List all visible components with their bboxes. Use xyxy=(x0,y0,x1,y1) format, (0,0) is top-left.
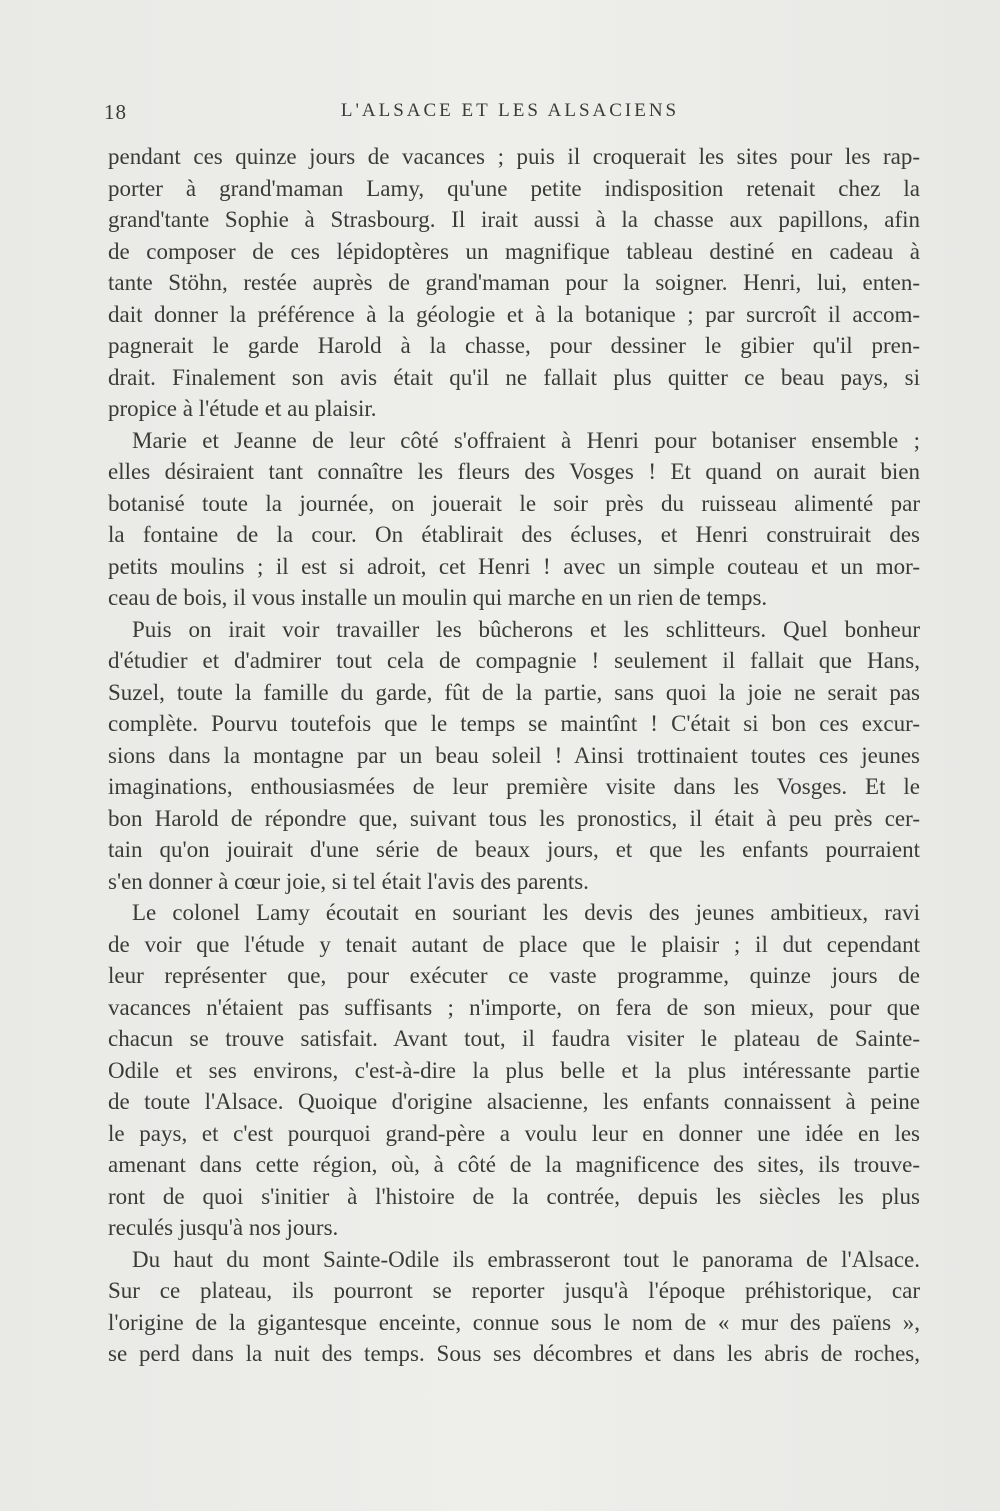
text-line: ceau de bois, il vous installe un moulin qui marche en un rien de temps. xyxy=(108,585,768,610)
text-line: bon Harold de répondre que, suivant tous les pronostics, il était à peu près cer- xyxy=(108,805,920,831)
running-head xyxy=(100,100,920,130)
text-line: le pays, et c'est pourquoi grand-père a voulu leur en donner une idée en les xyxy=(108,1120,920,1146)
text-line: petits moulins ; il est si adroit, cet Henri ! avec un simple couteau et un mor- xyxy=(108,553,920,579)
text-line: Puis on irait voir travailler les bûcherons et les schlitteurs. Quel bonheur xyxy=(132,616,920,642)
text-line: tante Stöhn, restée auprès de grand'maman pour la soigner. Henri, lui, enten- xyxy=(108,270,920,295)
text-line: Le colonel Lamy écoutait en souriant les devis des jeunes ambitieux, ravi xyxy=(132,900,920,925)
text-line: elles désiraient tant connaître les fleurs des Vosges ! Et quand on aurait bien xyxy=(108,459,920,484)
text-line: Sur ce plateau, ils pourront se reporter jusqu'à l'époque préhistorique, car xyxy=(108,1278,920,1303)
text-line: pendant ces quinze jours de vacances ; puis il croquerait les sites pour les rap- xyxy=(108,144,920,169)
text-line: leur représenter que, pour exécuter ce vaste programme, quinze jours de xyxy=(108,963,920,988)
text-line: pagnerait le garde Harold à la chasse, pour dessiner le gibier qu'il pren- xyxy=(108,333,920,358)
text-line: sions dans la montagne par un beau soleil ! Ainsi trottinaient toutes ces jeunes xyxy=(108,742,920,768)
text-line: propice à l'étude et au plaisir. xyxy=(108,396,377,421)
text-line: complète. Pourvu toutefois que le temps se maintînt ! C'était si bon ces excur- xyxy=(108,711,920,736)
text-line: de voir que l'étude y tenait autant de place que le plaisir ; il dut cependant xyxy=(108,931,920,957)
text-line: amenant dans cette région, où, à côté de la magnificence des sites, ils trouve- xyxy=(108,1152,920,1177)
text-line: porter à grand'maman Lamy, qu'une petite indisposition retenait chez la xyxy=(108,175,920,201)
text-line: la fontaine de la cour. On établirait des écluses, et Henri construirait des xyxy=(108,522,920,547)
text-line: Du haut du mont Sainte-Odile ils embrasseront tout le panorama de l'Alsace. xyxy=(132,1246,920,1272)
text-line: chacun se trouve satisfait. Avant tout, il faudra visiter le plateau de Sainte- xyxy=(108,1026,920,1051)
text-line: de toute l'Alsace. Quoique d'origine alsacienne, les enfants connaissent à peine xyxy=(108,1089,920,1114)
text-line: Suzel, toute la famille du garde, fût de la partie, sans quoi la joie ne serait pas xyxy=(108,679,920,705)
text-line: Odile et ses environs, c'est-à-dire la plus belle et la plus intéressante partie xyxy=(108,1057,920,1083)
text-line: l'origine de la gigantesque enceinte, connue sous le nom de « mur des païens », xyxy=(108,1309,920,1335)
text-line: se perd dans la nuit des temps. Sous ses décombres et dans les abris de roches, xyxy=(108,1341,920,1366)
body-text xyxy=(108,141,920,1370)
running-title: L'ALSACE ET LES ALSACIENS xyxy=(340,100,680,121)
text-line: de composer de ces lépidoptères un magnifique tableau destiné en cadeau à xyxy=(108,238,920,264)
text-line: botanisé toute la journée, on jouerait le soir près du ruisseau alimenté par xyxy=(108,490,920,516)
page-number: 18 xyxy=(104,100,127,124)
text-line: dait donner la préférence à la géologie et à la botanique ; par surcroît il accom- xyxy=(108,301,920,327)
text-line: drait. Finalement son avis était qu'il ne fallait plus quitter ce beau pays, si xyxy=(108,364,920,390)
text-line: reculés jusqu'à nos jours. xyxy=(108,1215,339,1240)
text-line: ront de quoi s'initier à l'histoire de la contrée, depuis les siècles les plus xyxy=(108,1183,920,1209)
text-line: imaginations, enthousiasmées de leur première visite dans les Vosges. Et le xyxy=(108,774,920,799)
text-line: d'étudier et d'admirer tout cela de compagnie ! seulement il fallait que Hans, xyxy=(108,648,920,673)
text-line: tain qu'on jouirait d'une série de beaux jours, et que les enfants pourraient xyxy=(108,837,920,862)
text-line: grand'tante Sophie à Strasbourg. Il irait aussi à la chasse aux papillons, afin xyxy=(108,207,920,232)
text-line: vacances n'étaient pas suffisants ; n'importe, on fera de son mieux, pour que xyxy=(108,994,920,1020)
text-line: s'en donner à cœur joie, si tel était l'avis des parents. xyxy=(108,868,589,894)
text-line: Marie et Jeanne de leur côté s'offraient à Henri pour botaniser ensemble ; xyxy=(132,427,920,453)
